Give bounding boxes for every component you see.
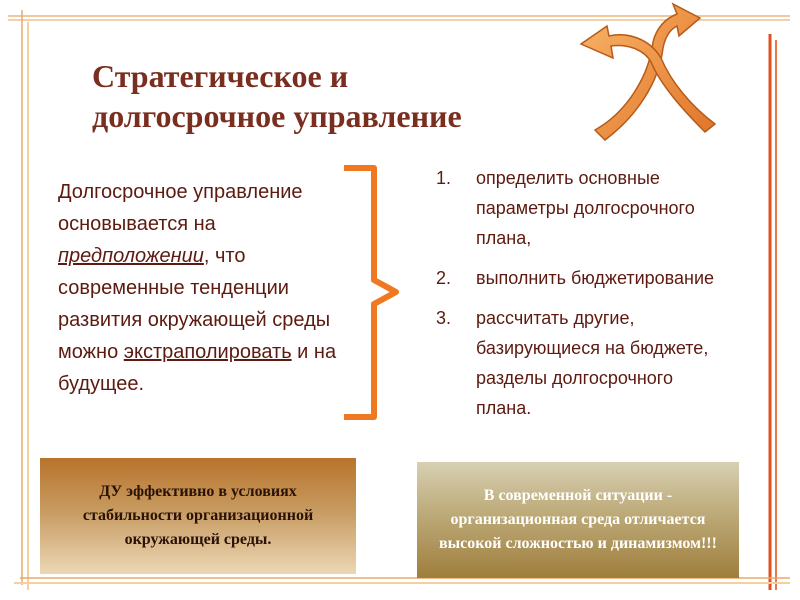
title-line-2: долгосрочное управление xyxy=(92,98,462,134)
step-text: рассчитать другие, базирующиеся на бюджете, разделы долгосрочного плана. xyxy=(476,308,709,418)
dynamism-note-text: В современной ситуации - организационная среда отличается высокой сложностью и динамизмом!!! xyxy=(439,487,717,552)
list-item xyxy=(436,303,726,423)
step-text: определить основные параметры долгосрочного плана, xyxy=(476,168,695,248)
paragraph-underlined: экстраполировать xyxy=(123,341,292,363)
stability-note-text: ДУ эффективно в условиях стабильности организационной окружающей среды. xyxy=(82,483,314,548)
bracket-icon xyxy=(340,160,400,425)
list-item xyxy=(436,163,726,253)
page-title xyxy=(92,56,572,136)
step-number: 2. xyxy=(436,268,452,288)
paragraph-part-2: , что современные тенденции развития окружающей среды можно xyxy=(58,245,331,363)
step-text: выполнить бюджетирование xyxy=(476,268,715,288)
paragraph-emphasis: предположении xyxy=(58,245,204,267)
step-number: 3. xyxy=(436,308,452,328)
steps-list xyxy=(436,163,726,433)
left-paragraph xyxy=(58,176,358,400)
curved-arrows-icon xyxy=(575,2,725,142)
paragraph-part-1: Долгосрочное управление основывается на xyxy=(58,181,303,235)
paragraph-part-3: и на будущее. xyxy=(58,341,337,395)
title-line-1: Стратегическое и xyxy=(92,58,349,94)
stability-note-box xyxy=(40,458,356,574)
list-item xyxy=(436,263,726,293)
dynamism-note-box xyxy=(417,462,739,578)
step-number: 1. xyxy=(436,168,452,188)
